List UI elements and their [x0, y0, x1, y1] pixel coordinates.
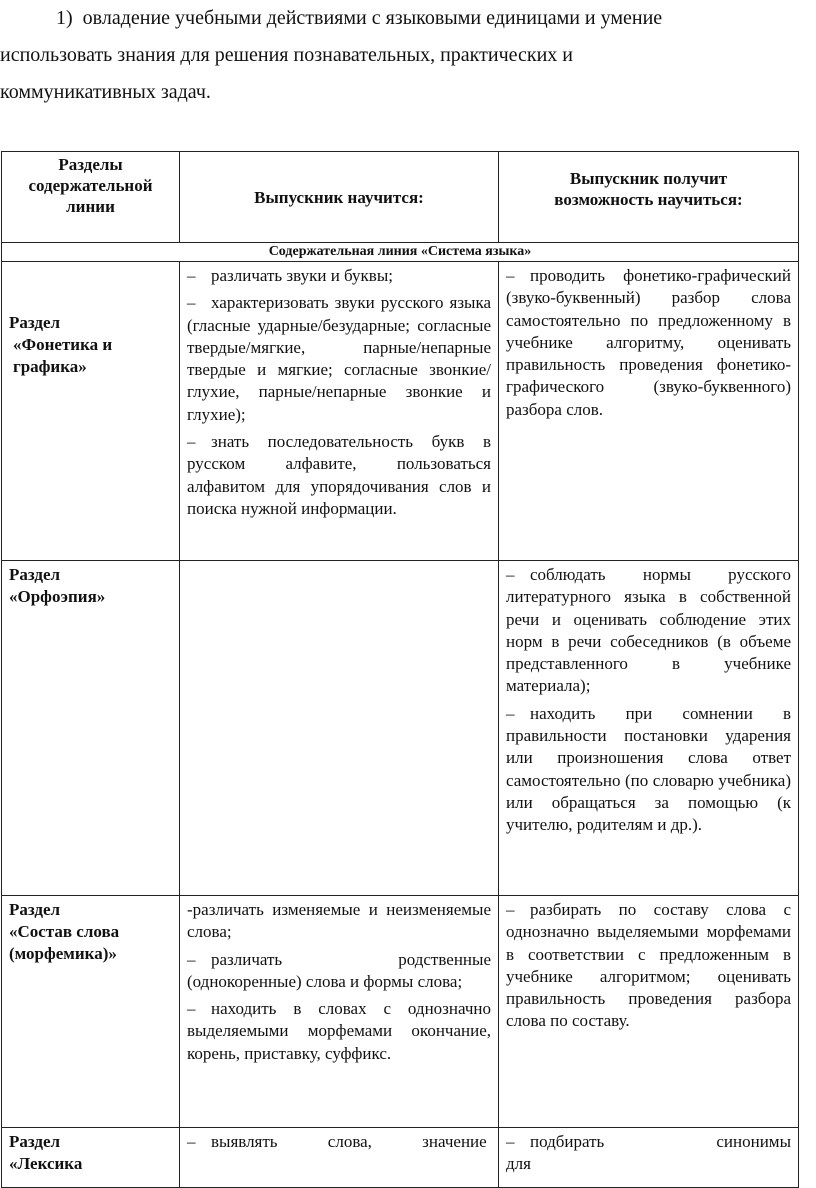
section-cell	[2, 561, 180, 896]
table-row	[2, 561, 799, 896]
curriculum-table	[1, 151, 799, 1188]
section-label: Раздел	[9, 1132, 61, 1151]
learn-cell	[180, 896, 499, 1128]
header-sections: Разделы содержательной линии	[2, 152, 180, 243]
section-title: «Состав слова (морфемика)»	[9, 922, 120, 963]
section-cell	[2, 262, 180, 561]
list-item: – разбирать по составу слова с однозначно выделяемыми морфемами в соответствии с предложенным в учебнике алгоритмом; оценивать правильность проведения разбора слова по составу.	[506, 900, 791, 1031]
header-will-learn: Выпускник научится:	[180, 152, 499, 243]
content-line-title: Содержательная линия «Система языка»	[2, 243, 799, 262]
dash-bullet: –	[506, 1132, 515, 1151]
list-marker: 1)	[56, 7, 73, 29]
section-label: Раздел	[9, 313, 61, 332]
table-row	[2, 896, 799, 1128]
list-item: – различать родственные (однокоренные) слова и формы слова;	[187, 949, 491, 991]
list-item: – проводить фонетико-графический (звуко-буквенный) разбор слова самостоятельно по предложенному в учебнике алгоритму, оценивать правильность проведения фонетико-графического (звуко-буквенного) разбора слов.	[506, 266, 791, 419]
opportunity-cell	[499, 896, 799, 1128]
list-item: – знать последовательность букв в русском алфавите, пользоваться алфавитом для упорядочивания слов и поиска нужной информации.	[187, 432, 491, 518]
intro-paragraph	[0, 0, 800, 111]
dash-bullet: –	[187, 949, 196, 969]
intro-line-3: коммуникативных задач.	[0, 81, 211, 103]
list-item: – характеризовать звуки русского языка (гласные ударные/безударные; согласные твердые/мягкие, парные/непарные твердые и мягкие; согласные звонкие/глухие, парные/непарные звонкие и глухие);	[187, 293, 491, 424]
section-title: «Лексика	[9, 1154, 83, 1173]
list-item: -различать изменяемые и неизменяемые слова;	[187, 900, 491, 942]
learn-cell	[180, 1128, 499, 1188]
opportunity-cell	[499, 1128, 799, 1188]
intro-line-2: использовать знания для решения познавательных, практических и	[0, 44, 573, 66]
dash-bullet: –	[506, 266, 515, 285]
section-cell	[2, 896, 180, 1128]
section-label: Раздел	[9, 565, 61, 584]
dash-bullet: –	[506, 565, 515, 584]
table-header-row	[2, 152, 799, 243]
dash-bullet: –	[506, 703, 515, 723]
opportunity-cell	[499, 561, 799, 896]
list-item: – выявлять слова, значение	[187, 1131, 491, 1153]
list-item: – находить в словах с однозначно выделяемыми морфемами окончание, корень, приставку, суффикс.	[187, 999, 491, 1063]
intro-line-1: овладение учебными действиями с языковыми единицами и умение	[82, 7, 663, 29]
section-title: «Орфоэпия»	[9, 587, 106, 606]
dash-bullet: –	[187, 1132, 196, 1151]
list-item: – соблюдать нормы русского литературного языка в собственной речи и оценивать соблюдение этих норм в речи собеседников (в объеме представленного в учебнике материала);	[506, 565, 791, 696]
section-label: Раздел	[9, 900, 61, 919]
dash-bullet: –	[506, 900, 515, 919]
dash-bullet: –	[187, 293, 196, 313]
learn-cell	[180, 262, 499, 561]
list-item: – находить при сомнении в правильности постановки ударения или произношения слова ответ самостоятельно (по словарю учебника) или обращаться за помощью (к учителю, родителям и др.).	[506, 703, 791, 835]
learn-cell	[180, 561, 499, 896]
dash-bullet: –	[187, 432, 196, 452]
section-title: «Фонетика и графика»	[13, 335, 113, 376]
section-cell	[2, 1128, 180, 1188]
dash-bullet: –	[187, 999, 196, 1019]
list-item: – различать звуки и буквы;	[187, 265, 491, 287]
table-row	[2, 1128, 799, 1188]
header-opportunity: Выпускник получит возможность научиться:	[499, 152, 799, 243]
table-row	[2, 262, 799, 561]
list-item: – подбирать синонимы для	[506, 1132, 791, 1174]
dash-bullet: –	[187, 266, 196, 285]
opportunity-cell	[499, 262, 799, 561]
content-line-row	[2, 243, 799, 262]
